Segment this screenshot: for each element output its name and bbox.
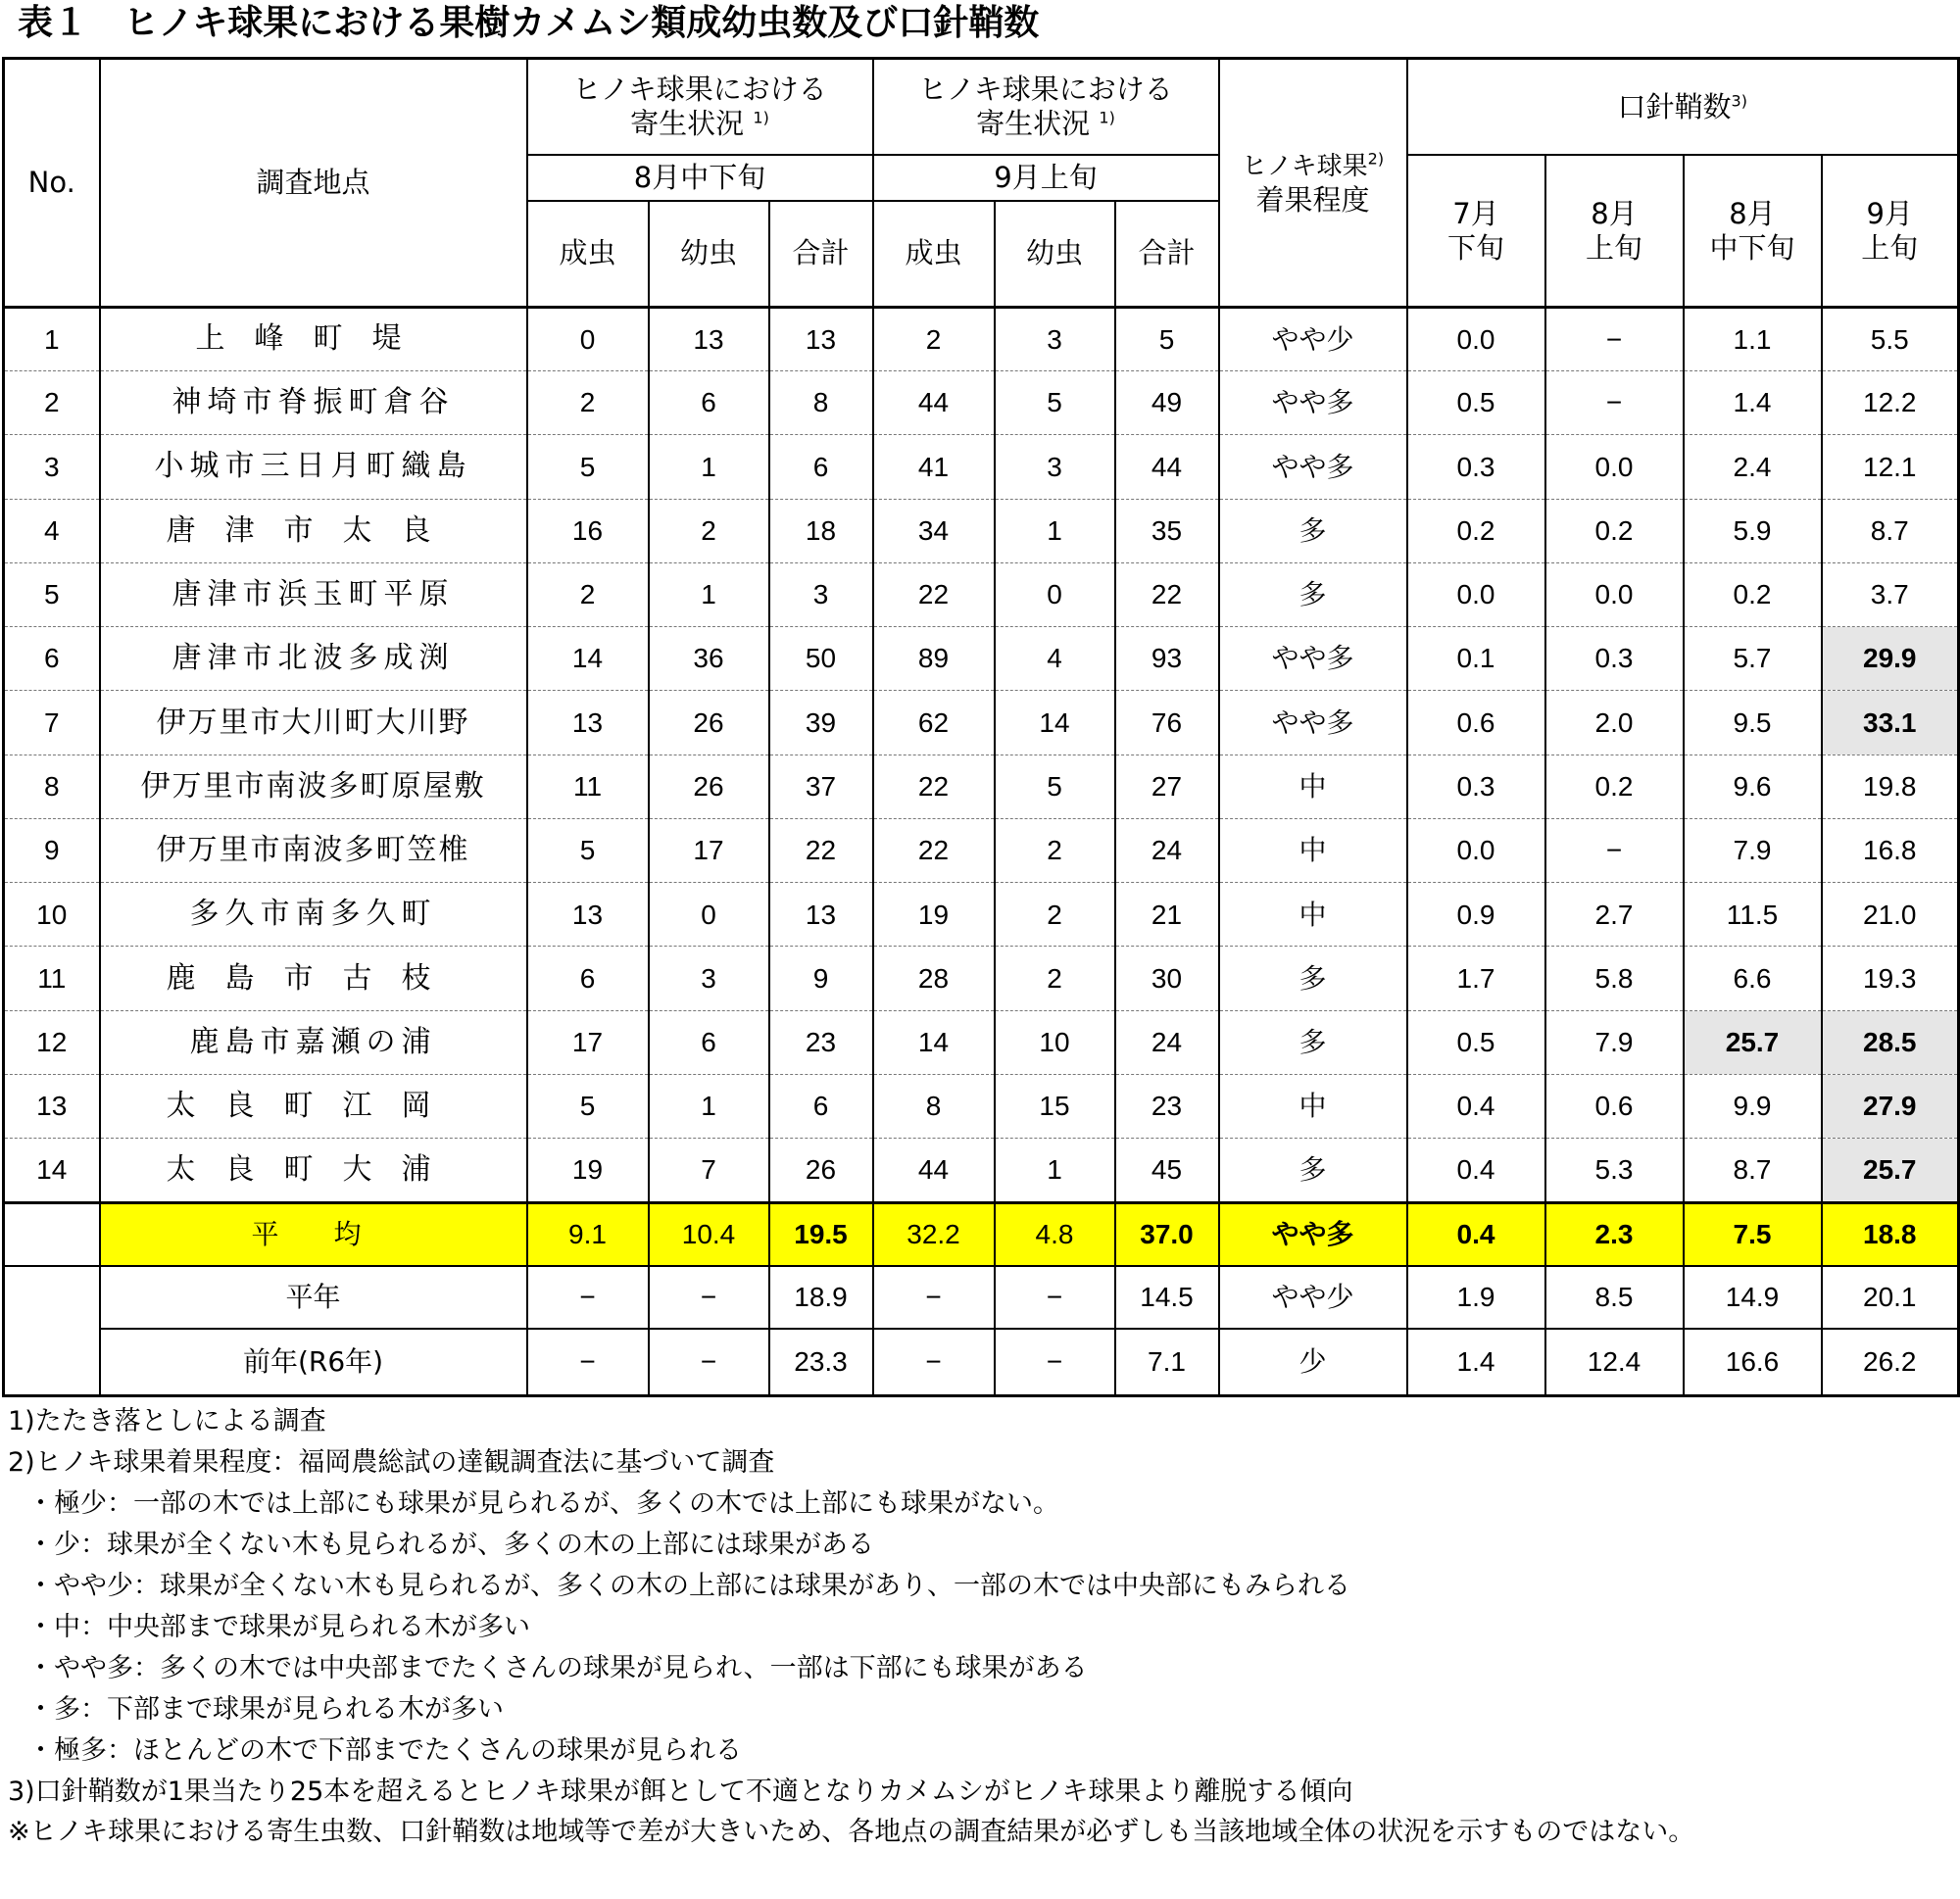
row-t2: 23 — [1115, 1075, 1219, 1139]
note-grade-4: ・中：中央部まで球果が見られる木が多い — [27, 1612, 530, 1642]
row-a1: 5 — [527, 1075, 649, 1139]
row-a1: 16 — [527, 499, 649, 562]
row-a2: 2 — [873, 307, 995, 370]
row-l1: 1 — [649, 435, 769, 499]
row-n4: 12.2 — [1822, 371, 1959, 435]
row-t1: 6 — [769, 435, 873, 499]
row-l2: 14 — [995, 691, 1115, 755]
header-cone: ヒノキ球果$^{2)}$ 着果程度 — [1219, 59, 1407, 308]
row-cone: 多 — [1219, 499, 1407, 562]
row-t1: 39 — [769, 691, 873, 755]
row-n4: 3.7 — [1822, 562, 1959, 626]
row-a1: 6 — [527, 947, 649, 1010]
row-a2: 44 — [873, 1139, 995, 1202]
row-n2: 0.0 — [1545, 435, 1684, 499]
normal-n4: 20.1 — [1822, 1266, 1959, 1329]
row-site: 唐津市浜玉町平原 — [100, 562, 527, 626]
prev-l1: − — [649, 1329, 769, 1396]
row-n4: 28.5 — [1822, 1010, 1959, 1074]
prev-no — [4, 1329, 100, 1396]
row-site: 太良町大浦 — [100, 1139, 527, 1202]
avg-a1: 9.1 — [527, 1202, 649, 1265]
row-t1: 13 — [769, 307, 873, 370]
header-larva1: 幼虫 — [649, 201, 769, 308]
row-n2: 0.2 — [1545, 755, 1684, 818]
row-site: 唐津市北波多成渕 — [100, 627, 527, 691]
row-l1: 7 — [649, 1139, 769, 1202]
row-a1: 0 — [527, 307, 649, 370]
row-no: 6 — [4, 627, 100, 691]
note-3: 3)口針鞘数が1果当たり25本を超えるとヒノキ球果が餌として不適となりカメムシがヒノキ球果より離脱する傾向 — [8, 1777, 1353, 1807]
prev-t1: 23.3 — [769, 1329, 873, 1396]
row-a1: 14 — [527, 627, 649, 691]
row-n3: 7.9 — [1684, 818, 1822, 882]
row-l1: 26 — [649, 755, 769, 818]
row-n4: 19.3 — [1822, 947, 1959, 1010]
row-t2: 45 — [1115, 1139, 1219, 1202]
row-t1: 26 — [769, 1139, 873, 1202]
normal-n1: 1.9 — [1407, 1266, 1545, 1329]
row-a1: 13 — [527, 883, 649, 947]
table-row — [4, 371, 1959, 435]
row-site: 多久市南多久町 — [100, 883, 527, 947]
avg-n4: 18.8 — [1822, 1202, 1959, 1265]
table-row — [4, 691, 1959, 755]
row-t2: 30 — [1115, 947, 1219, 1010]
row-n4: 16.8 — [1822, 818, 1959, 882]
footnotes — [8, 1401, 1958, 1852]
row-cone: 多 — [1219, 1010, 1407, 1074]
row-no: 8 — [4, 755, 100, 818]
row-l2: 1 — [995, 499, 1115, 562]
row-a2: 14 — [873, 1010, 995, 1074]
row-n3: 11.5 — [1684, 883, 1822, 947]
row-n3: 1.4 — [1684, 371, 1822, 435]
row-l2: 1 — [995, 1139, 1115, 1202]
table-row — [4, 435, 1959, 499]
avg-l2: 4.8 — [995, 1202, 1115, 1265]
row-n2: 5.8 — [1545, 947, 1684, 1010]
row-no: 4 — [4, 499, 100, 562]
row-n3: 9.9 — [1684, 1075, 1822, 1139]
row-t2: 76 — [1115, 691, 1219, 755]
row-n1: 0.5 — [1407, 371, 1545, 435]
row-l2: 15 — [995, 1075, 1115, 1139]
row-cone: やや多 — [1219, 627, 1407, 691]
header-needle: 口針鞘数$^{3)}$ — [1407, 59, 1959, 156]
prev-l2: − — [995, 1329, 1115, 1396]
row-t2: 93 — [1115, 627, 1219, 691]
row-t1: 3 — [769, 562, 873, 626]
header-adult2: 成虫 — [873, 201, 995, 308]
row-n1: 0.2 — [1407, 499, 1545, 562]
table-row — [4, 883, 1959, 947]
row-l2: 3 — [995, 307, 1115, 370]
row-t1: 22 — [769, 818, 873, 882]
note-2: 2)ヒノキ球果着果程度：福岡農総試の達観調査法に基づいて調査 — [8, 1447, 775, 1478]
note-grade-6: ・多：下部まで球果が見られる木が多い — [27, 1694, 504, 1725]
row-no: 2 — [4, 371, 100, 435]
row-n2: − — [1545, 818, 1684, 882]
table-row — [4, 1139, 1959, 1202]
header-total1: 合計 — [769, 201, 873, 308]
row-t2: 44 — [1115, 435, 1219, 499]
row-n1: 0.5 — [1407, 1010, 1545, 1074]
row-n2: 7.9 — [1545, 1010, 1684, 1074]
row-a1: 5 — [527, 435, 649, 499]
row-a1: 11 — [527, 755, 649, 818]
row-no: 11 — [4, 947, 100, 1010]
row-n3: 0.2 — [1684, 562, 1822, 626]
normal-n2: 8.5 — [1545, 1266, 1684, 1329]
row-no: 7 — [4, 691, 100, 755]
header-larva2: 幼虫 — [995, 201, 1115, 308]
row-a2: 62 — [873, 691, 995, 755]
row-n2: 5.3 — [1545, 1139, 1684, 1202]
row-t2: 24 — [1115, 818, 1219, 882]
row-n3: 6.6 — [1684, 947, 1822, 1010]
table-row — [4, 1075, 1959, 1139]
row-n1: 0.9 — [1407, 883, 1545, 947]
row-a1: 2 — [527, 562, 649, 626]
row-cone: 中 — [1219, 1075, 1407, 1139]
table-row — [4, 947, 1959, 1010]
row-no: 9 — [4, 818, 100, 882]
normal-t2: 14.5 — [1115, 1266, 1219, 1329]
row-a2: 22 — [873, 755, 995, 818]
row-n3: 9.6 — [1684, 755, 1822, 818]
avg-cone: やや多 — [1219, 1202, 1407, 1265]
row-n4: 27.9 — [1822, 1075, 1959, 1139]
row-l2: 10 — [995, 1010, 1115, 1074]
prev-row — [4, 1329, 1959, 1396]
row-t1: 37 — [769, 755, 873, 818]
avg-n1: 0.4 — [1407, 1202, 1545, 1265]
row-n4: 5.5 — [1822, 307, 1959, 370]
row-site: 太良町江岡 — [100, 1075, 527, 1139]
row-t2: 49 — [1115, 371, 1219, 435]
row-n4: 21.0 — [1822, 883, 1959, 947]
row-t1: 23 — [769, 1010, 873, 1074]
row-l1: 26 — [649, 691, 769, 755]
row-a2: 89 — [873, 627, 995, 691]
row-n1: 0.1 — [1407, 627, 1545, 691]
row-t2: 5 — [1115, 307, 1219, 370]
average-row — [4, 1202, 1959, 1265]
row-l2: 5 — [995, 371, 1115, 435]
row-a2: 28 — [873, 947, 995, 1010]
row-l2: 2 — [995, 947, 1115, 1010]
note-grade-3: ・やや少：球果が全くない木も見られるが、多くの木の上部には球果があり、一部の木では中央部にもみられる — [27, 1571, 1350, 1601]
row-l1: 2 — [649, 499, 769, 562]
row-n3: 2.4 — [1684, 435, 1822, 499]
row-t1: 50 — [769, 627, 873, 691]
prev-label: 前年(R6年) — [100, 1329, 527, 1396]
row-n2: − — [1545, 371, 1684, 435]
normal-cone: やや少 — [1219, 1266, 1407, 1329]
row-site: 伊万里市大川町大川野 — [100, 691, 527, 755]
row-a1: 19 — [527, 1139, 649, 1202]
row-n4: 29.9 — [1822, 627, 1959, 691]
row-t1: 8 — [769, 371, 873, 435]
row-l2: 4 — [995, 627, 1115, 691]
row-n4: 25.7 — [1822, 1139, 1959, 1202]
normal-a1: − — [527, 1266, 649, 1329]
row-n4: 12.1 — [1822, 435, 1959, 499]
row-site: 唐津市太良 — [100, 499, 527, 562]
row-cone: 多 — [1219, 562, 1407, 626]
row-a2: 41 — [873, 435, 995, 499]
row-n4: 33.1 — [1822, 691, 1959, 755]
row-cone: やや少 — [1219, 307, 1407, 370]
row-l1: 36 — [649, 627, 769, 691]
row-a1: 5 — [527, 818, 649, 882]
row-site: 小城市三日月町織島 — [100, 435, 527, 499]
normal-row — [4, 1266, 1959, 1329]
row-t2: 21 — [1115, 883, 1219, 947]
prev-n4: 26.2 — [1822, 1329, 1959, 1396]
row-a2: 22 — [873, 818, 995, 882]
row-site: 鹿島市古枝 — [100, 947, 527, 1010]
row-t2: 27 — [1115, 755, 1219, 818]
row-n1: 0.0 — [1407, 818, 1545, 882]
header-m3: 8月 中下旬 — [1684, 155, 1822, 307]
prev-n1: 1.4 — [1407, 1329, 1545, 1396]
row-n1: 0.4 — [1407, 1075, 1545, 1139]
row-l2: 3 — [995, 435, 1115, 499]
row-l1: 0 — [649, 883, 769, 947]
row-site: 神埼市脊振町倉谷 — [100, 371, 527, 435]
row-n2: 0.6 — [1545, 1075, 1684, 1139]
row-n2: 2.0 — [1545, 691, 1684, 755]
normal-t1: 18.9 — [769, 1266, 873, 1329]
table-row — [4, 1010, 1959, 1074]
row-site: 鹿島市嘉瀬の浦 — [100, 1010, 527, 1074]
row-n1: 0.0 — [1407, 562, 1545, 626]
header-site: 調査地点 — [100, 59, 527, 308]
normal-l1: − — [649, 1266, 769, 1329]
note-grade-1: ・極少：一部の木では上部にも球果が見られるが、多くの木では上部にも球果がない。 — [27, 1488, 1059, 1519]
prev-n2: 12.4 — [1545, 1329, 1684, 1396]
avg-a2: 32.2 — [873, 1202, 995, 1265]
row-l2: 2 — [995, 883, 1115, 947]
row-cone: やや多 — [1219, 371, 1407, 435]
prev-a2: − — [873, 1329, 995, 1396]
row-n3: 9.5 — [1684, 691, 1822, 755]
row-a2: 19 — [873, 883, 995, 947]
row-n3: 8.7 — [1684, 1139, 1822, 1202]
header-group2: ヒノキ球果における 寄生状況 $^{1)}$ — [873, 59, 1219, 156]
row-cone: 中 — [1219, 883, 1407, 947]
prev-t2: 7.1 — [1115, 1329, 1219, 1396]
row-n3: 1.1 — [1684, 307, 1822, 370]
row-n1: 0.4 — [1407, 1139, 1545, 1202]
row-l1: 13 — [649, 307, 769, 370]
row-n3: 5.7 — [1684, 627, 1822, 691]
row-n1: 1.7 — [1407, 947, 1545, 1010]
table-row — [4, 307, 1959, 370]
normal-l2: − — [995, 1266, 1115, 1329]
row-no: 14 — [4, 1139, 100, 1202]
row-site: 伊万里市南波多町原屋敷 — [100, 755, 527, 818]
avg-n3: 7.5 — [1684, 1202, 1822, 1265]
row-no: 10 — [4, 883, 100, 947]
row-l1: 6 — [649, 371, 769, 435]
header-adult1: 成虫 — [527, 201, 649, 308]
row-n3: 5.9 — [1684, 499, 1822, 562]
normal-label: 平年 — [100, 1266, 527, 1329]
row-l1: 6 — [649, 1010, 769, 1074]
normal-n3: 14.9 — [1684, 1266, 1822, 1329]
avg-label: 平 均 — [100, 1202, 527, 1265]
normal-a2: − — [873, 1266, 995, 1329]
avg-no — [4, 1202, 100, 1265]
row-cone: 中 — [1219, 818, 1407, 882]
row-a1: 17 — [527, 1010, 649, 1074]
row-cone: やや多 — [1219, 691, 1407, 755]
row-n1: 0.6 — [1407, 691, 1545, 755]
avg-n2: 2.3 — [1545, 1202, 1684, 1265]
header-m4: 9月 上旬 — [1822, 155, 1959, 307]
row-n1: 0.3 — [1407, 755, 1545, 818]
row-n1: 0.3 — [1407, 435, 1545, 499]
row-site: 上峰町堤 — [100, 307, 527, 370]
row-l2: 5 — [995, 755, 1115, 818]
row-t1: 6 — [769, 1075, 873, 1139]
row-l1: 3 — [649, 947, 769, 1010]
note-4: ※ヒノキ球果における寄生虫数、口針鞘数は地域等で差が大きいため、各地点の調査結果が必ずしも当該地域全体の状況を示すものではない。 — [8, 1817, 1695, 1847]
row-no: 1 — [4, 307, 100, 370]
table-row — [4, 818, 1959, 882]
avg-t1: 19.5 — [769, 1202, 873, 1265]
row-n2: 2.7 — [1545, 883, 1684, 947]
row-cone: 多 — [1219, 1139, 1407, 1202]
row-a1: 2 — [527, 371, 649, 435]
table-row — [4, 562, 1959, 626]
row-t2: 22 — [1115, 562, 1219, 626]
row-t1: 18 — [769, 499, 873, 562]
data-table — [2, 57, 1960, 1397]
row-cone: やや多 — [1219, 435, 1407, 499]
table-row — [4, 627, 1959, 691]
row-no: 3 — [4, 435, 100, 499]
header-period2: 9月上旬 — [873, 155, 1219, 200]
row-a2: 44 — [873, 371, 995, 435]
row-site: 伊万里市南波多町笠椎 — [100, 818, 527, 882]
row-cone: 多 — [1219, 947, 1407, 1010]
header-no: No. — [4, 59, 100, 308]
table-row — [4, 755, 1959, 818]
row-no: 5 — [4, 562, 100, 626]
note-grade-2: ・少：球果が全くない木も見られるが、多くの木の上部には球果がある — [27, 1530, 874, 1560]
row-t2: 24 — [1115, 1010, 1219, 1074]
table-title: 表１ ヒノキ球果における果樹カメムシ類成幼虫数及び口針鞘数 — [18, 3, 1040, 43]
note-1: 1)たたき落としによる調査 — [8, 1406, 326, 1436]
note-grade-5: ・やや多：多くの木では中央部までたくさんの球果が見られ、一部は下部にも球果がある — [27, 1653, 1088, 1683]
header-m2: 8月 上旬 — [1545, 155, 1684, 307]
table-row — [4, 499, 1959, 562]
row-cone: 中 — [1219, 755, 1407, 818]
normal-no — [4, 1266, 100, 1329]
prev-n3: 16.6 — [1684, 1329, 1822, 1396]
row-no: 12 — [4, 1010, 100, 1074]
row-n4: 8.7 — [1822, 499, 1959, 562]
note-grade-7: ・極多：ほとんどの木で下部までたくさんの球果が見られる — [27, 1735, 742, 1766]
prev-cone: 少 — [1219, 1329, 1407, 1396]
row-a2: 22 — [873, 562, 995, 626]
row-n2: 0.3 — [1545, 627, 1684, 691]
row-n1: 0.0 — [1407, 307, 1545, 370]
row-l2: 2 — [995, 818, 1115, 882]
row-l2: 0 — [995, 562, 1115, 626]
row-n4: 19.8 — [1822, 755, 1959, 818]
row-n2: − — [1545, 307, 1684, 370]
header-period1: 8月中下旬 — [527, 155, 873, 200]
row-no: 13 — [4, 1075, 100, 1139]
row-n3: 25.7 — [1684, 1010, 1822, 1074]
row-l1: 1 — [649, 562, 769, 626]
header-m1: 7月 下旬 — [1407, 155, 1545, 307]
row-t1: 13 — [769, 883, 873, 947]
row-n2: 0.2 — [1545, 499, 1684, 562]
prev-a1: − — [527, 1329, 649, 1396]
row-a1: 13 — [527, 691, 649, 755]
row-l1: 17 — [649, 818, 769, 882]
row-a2: 34 — [873, 499, 995, 562]
avg-l1: 10.4 — [649, 1202, 769, 1265]
row-a2: 8 — [873, 1075, 995, 1139]
header-group1: ヒノキ球果における 寄生状況 $^{1)}$ — [527, 59, 873, 156]
row-t2: 35 — [1115, 499, 1219, 562]
row-n2: 0.0 — [1545, 562, 1684, 626]
row-t1: 9 — [769, 947, 873, 1010]
avg-t2: 37.0 — [1115, 1202, 1219, 1265]
header-total2: 合計 — [1115, 201, 1219, 308]
row-l1: 1 — [649, 1075, 769, 1139]
